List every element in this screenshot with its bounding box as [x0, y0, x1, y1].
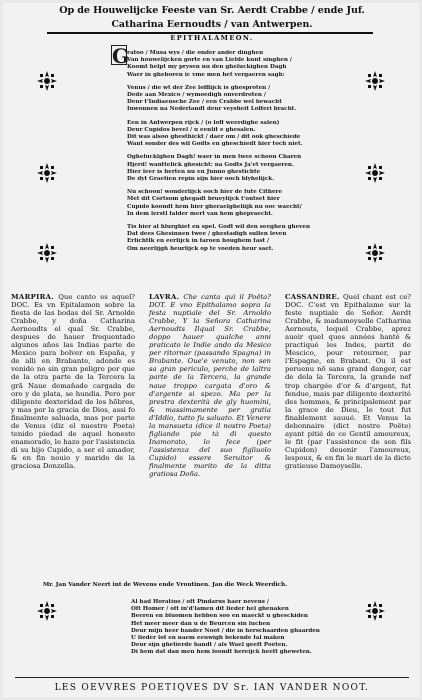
- poem-line: Koomt helpt my prysen nu den gheluckighen Dagh: [127, 64, 287, 71]
- footer-rule: [15, 677, 409, 678]
- fleuron-ornament-icon: [365, 163, 385, 183]
- speaker-name: MARPIRA.: [11, 293, 54, 301]
- poem-line: In dem lerstl falder mert van hem ghepraecht.: [127, 210, 273, 217]
- italian-column: [149, 293, 271, 478]
- poem-line: Oft Homer / oft in'd'lamen dit lieder hel ghenaken: [131, 606, 289, 613]
- document-page: [3, 3, 419, 697]
- poem-line: Venus / die wt der Zee lofflijck is ghesproten /: [127, 84, 271, 91]
- epithalamion-heading: EPITHALAMEON.: [170, 34, 254, 42]
- poem-line: Oghelucklghen Dagh! waer in men twee schoon Charen: [127, 154, 302, 161]
- poem-line: Tis hier al hlurghiet en spel. Godt wil den seeghen gheven: [127, 224, 311, 231]
- poem-line: Erlichtlk en eerlijck in faroen houghem fast /: [127, 238, 270, 245]
- poem-line: Dat dees Ghesinnen twee / ghestadigh sullen leven: [127, 231, 287, 238]
- fleuron-ornament-icon: [37, 601, 57, 621]
- column-text: Che canta qui il Poëta? DOT. E vno Epithalamo sopra la festa nuptiale del Sr. Arnoldo Crabbe, Y la Señora Catharina Aernoudts Ilqual Sr. Crabbe, doppo hauer qualche anni praticato le Indie ando da Mesico per ritornar (passando Spagna) in Brabante. Oue'e venuto, non sen sa gran periculo, perche de laltra parte de la Tercera, la grande naue troppo cargata d'oro & d'argente si spezo. Ma per la prestra dexterità de gly huomini, & massimamente per gratia d'Iddio, tutto fu saluato. Et Venere la mansueta (dice il nostro Poeta) figliando pie tà di questo Inamorato, lo fece (per l'assistenza del suo figliuolo Cupido) essere Seruitor & finalmente marito de la ditta gratiosa Doña.: [149, 293, 271, 479]
- poem-line: Beeren en bluomen hebben soo en maeckt u ghesckiden: [131, 613, 308, 620]
- poem-line: Al had Horatius / oft Pindarus haer nevens /: [131, 599, 269, 605]
- signature-line: Mr. Jan Vander Neert int de Wevens ende Vroutinen. Jan die Weck Weerdich.: [43, 582, 288, 588]
- fleuron-ornament-icon: [365, 243, 385, 263]
- poem-line: Om neerlijgh heurlijck op te voeden heur saet.: [127, 245, 274, 252]
- speaker-name: CASSANDRE.: [285, 293, 340, 301]
- poem-line: Dit was alsoo ghesthickt / daer om / dit ook gheschiede: [127, 134, 301, 141]
- running-footer: LES OEVVRES POETIQVES DV Sr. IAN VANDER NOOT.: [54, 683, 370, 693]
- poem-line: Di hem dat dan men hem loondt hereijck heeft gheweten.: [131, 649, 312, 656]
- fleuron-ornament-icon: [37, 163, 57, 183]
- poem-line: Cupido koondt hem hier gheraelgheliijk nu ooc waecht/: [127, 203, 302, 210]
- drop-capital: G: [112, 44, 130, 68]
- poem-line: De dyt Graetien repin sijn hier ooch blyhelijck.: [127, 176, 275, 183]
- poem-line: U lieder lof en naem eeuwigh bekende fal maken: [131, 635, 285, 642]
- column-text: Quel chant est ce? DOC. C'est vn Epithalame sur la feste nuptiale de Seňor. Aerdt Crabbe, & madamoyselle Catharina Aernouts, lequel Crabbe, aprez auoir quel ques années hanté & practiqué les Indes, partit de Mescico, pour retourner, par l'Espagne, en Brabant. Ou il est peruenu nõ sans grand danger, car de dela la Tercera, la grande nef trop chargée d'or & d'argent, fut fendue, mais par diligente dexterité des hommes, & principalement par la grace de Dieu, le tout fut finablement sauué. Et Venus la debonnaire (dict nostre Poëte) ayant pitié de ce Gentil amoureux, le fit (par l'assistence de son fils Cupidon) deuenir l'amoureux, lespoux, & en fin le mari de la dicte gratieuse Damoyselle.: [285, 293, 411, 470]
- poem-line: Hier leer is herten nu en Junno ghestichte: [127, 168, 261, 175]
- closing-poem: [131, 599, 353, 657]
- column-text: Que canto es aquel? DOC. Es vn Epitalamon sobre la fiesta de las bodas del Sr. Arnolde Crabbe, y doña Catharina Aernoudts el qual Sr. Crabbe, despues de hauer frequentado algunos años las Indias parte de Mexico para bolver en Espaňa, y de alli en Brabante, adonde es venido no sin gran peligro por que de la otra parte de la Tercera la grã Naue demaňade cargada de oro y de plata, se hundia. Pero por diligente dexteridad de los hõbres, y mas por la gracia de Dios, assi fo finalmente saluada, mas por parte de Venus (diz el nuestro Poeta) tenido piedad de aquel honesto enamorado, le hazo por l'asistencia di su hijo Cupido, a ser el amador, & en fin nouio y marido de la graciosa Donzella.: [11, 293, 135, 470]
- poem-line: Want sonder des wil Godts en gheschiedt hier toch niet.: [127, 141, 303, 148]
- poem-line: Met dit Cortsom ghegadt brueylijck t'ontset hier: [127, 196, 280, 203]
- fleuron-ornament-icon: [37, 71, 57, 91]
- poem-line: Deur Cupidos bevel / u eenlit e ghesalen.: [127, 126, 256, 133]
- poem-line: Inwonnen na Nederlandt deur veysheit Lofferi bracht.: [127, 106, 297, 113]
- spanish-column: [11, 293, 135, 470]
- poem-line: Dede aan Mexico / wymoedigh onverdroten /: [127, 92, 266, 99]
- poem-line: Hjerd! wanttelick ghesicht: na Godts Ja'et vergaeren.: [127, 161, 294, 168]
- fleuron-ornament-icon: [365, 71, 385, 91]
- poem-line: Deur t'Indiaensche Zee / een Crabbe wel bewacht: [127, 99, 282, 106]
- poem-line: Het meer meer dan u de Beurcen sin luchen: [131, 620, 271, 627]
- poem-line: Deur sijn ghetierde handt / als Wael geeft Poëten.: [131, 642, 288, 649]
- poem-line: Nu schoon! wonderlijck ooch hier de fute Cithere: [127, 189, 283, 196]
- speaker-name: LAVRA.: [149, 293, 180, 301]
- french-column: [285, 293, 411, 470]
- poem-line: Waer in gheboren ic vme men het vergaeren sagh:: [127, 71, 285, 78]
- fleuron-ornament-icon: [365, 601, 385, 621]
- fleuron-ornament-icon: [37, 243, 57, 263]
- poem-line: Een in Antwerpen rijck / (o loff weerdighe salen): [127, 119, 280, 126]
- epithalamion-poem: [112, 44, 347, 253]
- poem-title: Op de Houwelijcke Feeste van Sr. Aerdt Crabbe / ende Juf.: [59, 5, 365, 16]
- poem-subtitle: Catharina Eernoudts / van Antwerpen.: [111, 19, 313, 30]
- poem-line: Van houwelijcken gorte en van Liefde kunt singhen /: [127, 57, 292, 64]
- poem-line: Deur mijn heer bander Noot / die in herschaarden ghaarden: [131, 627, 320, 634]
- poem-line: ratoo / Musa wys / die onder ander dinghen: [127, 50, 264, 56]
